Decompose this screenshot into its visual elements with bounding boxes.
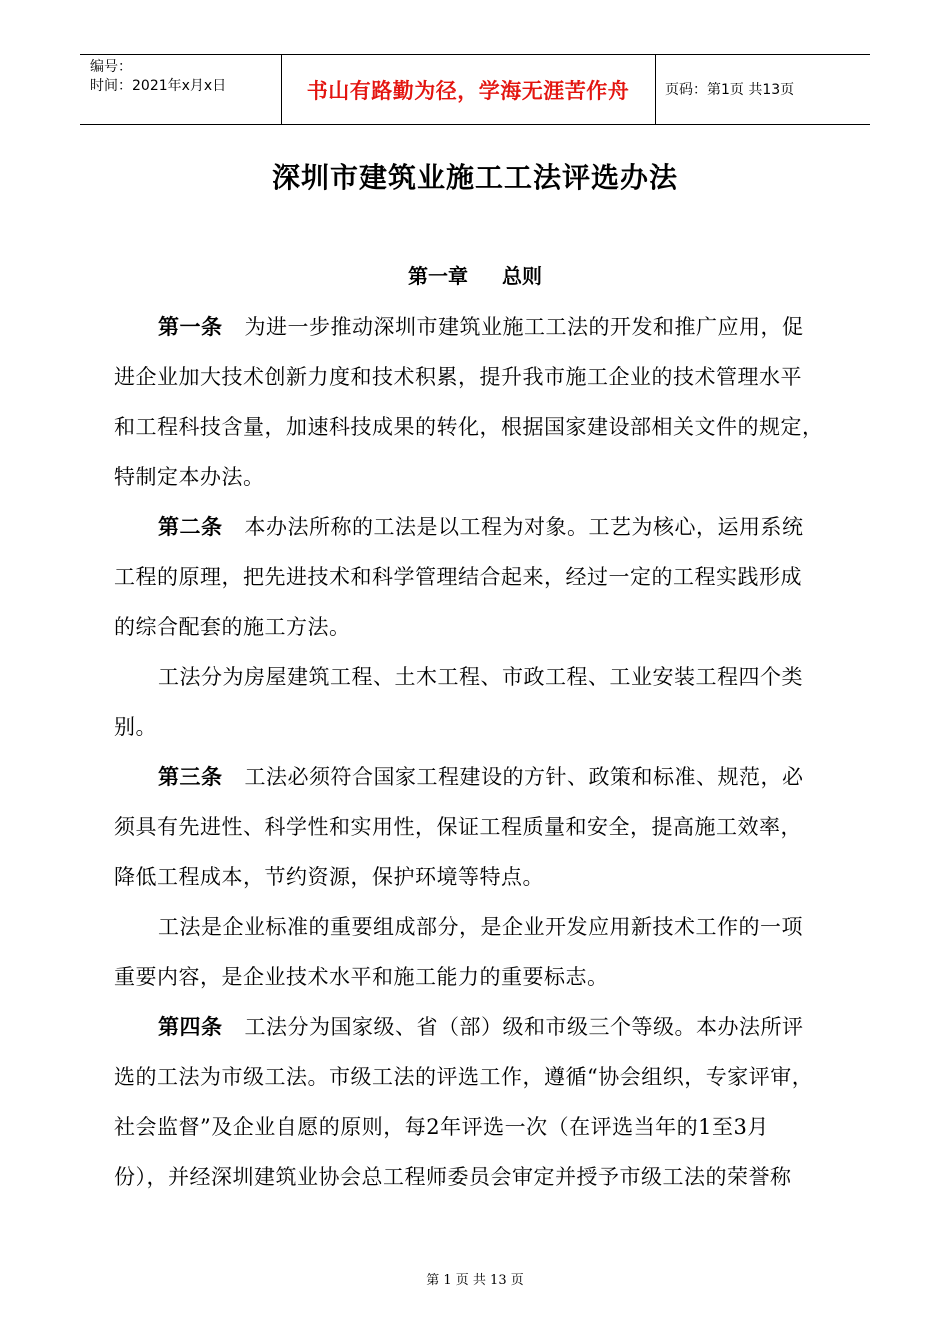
paragraph-line: [114, 412, 836, 442]
paragraph-line: [114, 462, 836, 492]
paragraph-line: [114, 1162, 836, 1192]
paragraph-line: [114, 362, 836, 392]
header-page-cell: [656, 55, 870, 124]
line-text: 须具有先进性、科学性和实用性，保证工程质量和安全，提高施工效率，: [114, 815, 802, 839]
paragraph-line: [158, 312, 880, 342]
line-text: 降低工程成本，节约资源，保护环境等特点。: [114, 865, 544, 889]
line-text: 进企业加大技术创新力度和技术积累，提升我市施工企业的技术管理水平: [114, 365, 802, 389]
line-text: 份），并经深圳建筑业协会总工程师委员会审定并授予市级工法的荣誉称: [114, 1165, 792, 1189]
article-label: 第一条: [158, 314, 223, 339]
paragraph-line: [114, 1112, 836, 1142]
line-text: 重要内容，是企业技术水平和施工能力的重要标志。: [114, 965, 609, 989]
line-text: 别。: [114, 715, 157, 739]
line-text: 工法分为房屋建筑工程、土木工程、市政工程、工业安装工程四个类: [158, 665, 803, 689]
header-motto-cell: [281, 55, 656, 124]
paragraph-line: [158, 662, 880, 692]
paragraph-line: [158, 762, 880, 792]
article-label: 第三条: [158, 764, 223, 789]
paragraph-line: [158, 512, 880, 542]
line-text: 工程的原理，把先进技术和科学管理结合起来，经过一定的工程实践形成: [114, 565, 802, 589]
paragraph-line: [158, 1012, 880, 1042]
article-label: 第四条: [158, 1014, 223, 1039]
article-label: 第二条: [158, 514, 223, 539]
paragraph-line: [158, 912, 880, 942]
header-table: [80, 54, 870, 125]
page-info: 页码：第1页 共13页: [665, 82, 795, 98]
line-text: 特制定本办法。: [114, 465, 265, 489]
chapter-number: 第一章: [408, 264, 468, 288]
line-text: 工法是企业标准的重要组成部分，是企业开发应用新技术工作的一项: [158, 915, 803, 939]
page-footer: 第 1 页 共 13 页: [426, 1273, 524, 1288]
paragraph-line: [114, 862, 836, 892]
line-text: 选的工法为市级工法。市级工法的评选工作，遵循“协会组织，专家评审，: [114, 1065, 814, 1089]
code-label: 编号：: [90, 59, 132, 75]
line-text: 和工程科技含量，加速科技成果的转化，根据国家建设部相关文件的规定，: [114, 415, 824, 439]
paragraph-line: [114, 962, 836, 992]
paragraph-line: [114, 562, 836, 592]
line-text: 为进一步推动深圳市建筑业施工工法的开发和推广应用，促: [244, 315, 804, 339]
line-text: 工法必须符合国家工程建设的方针、政策和标准、规范，必: [244, 765, 804, 789]
paragraph-line: [114, 612, 836, 642]
chapter-title: 总则: [502, 264, 542, 288]
time-label: 时间：2021年x月x日: [90, 78, 227, 94]
line-text: 的综合配套的施工方法。: [114, 615, 351, 639]
line-text: 工法分为国家级、省（部）级和市级三个等级。本办法所评: [244, 1015, 804, 1039]
motto-text: 书山有路勤为径，学海无涯苦作舟: [306, 79, 630, 103]
line-text: 本办法所称的工法是以工程为对象。工艺为核心，运用系统: [244, 515, 804, 539]
paragraph-line: [114, 812, 836, 842]
chapter-heading: [0, 262, 950, 290]
document-title: 深圳市建筑业施工工法评选办法: [271, 161, 678, 194]
paragraph-line: [114, 1062, 836, 1092]
line-text: 社会监督”及企业自愿的原则，每2年评选一次（在评选当年的1至3月: [114, 1115, 769, 1139]
paragraph-line: [114, 712, 836, 742]
header-info-cell: [80, 55, 282, 124]
